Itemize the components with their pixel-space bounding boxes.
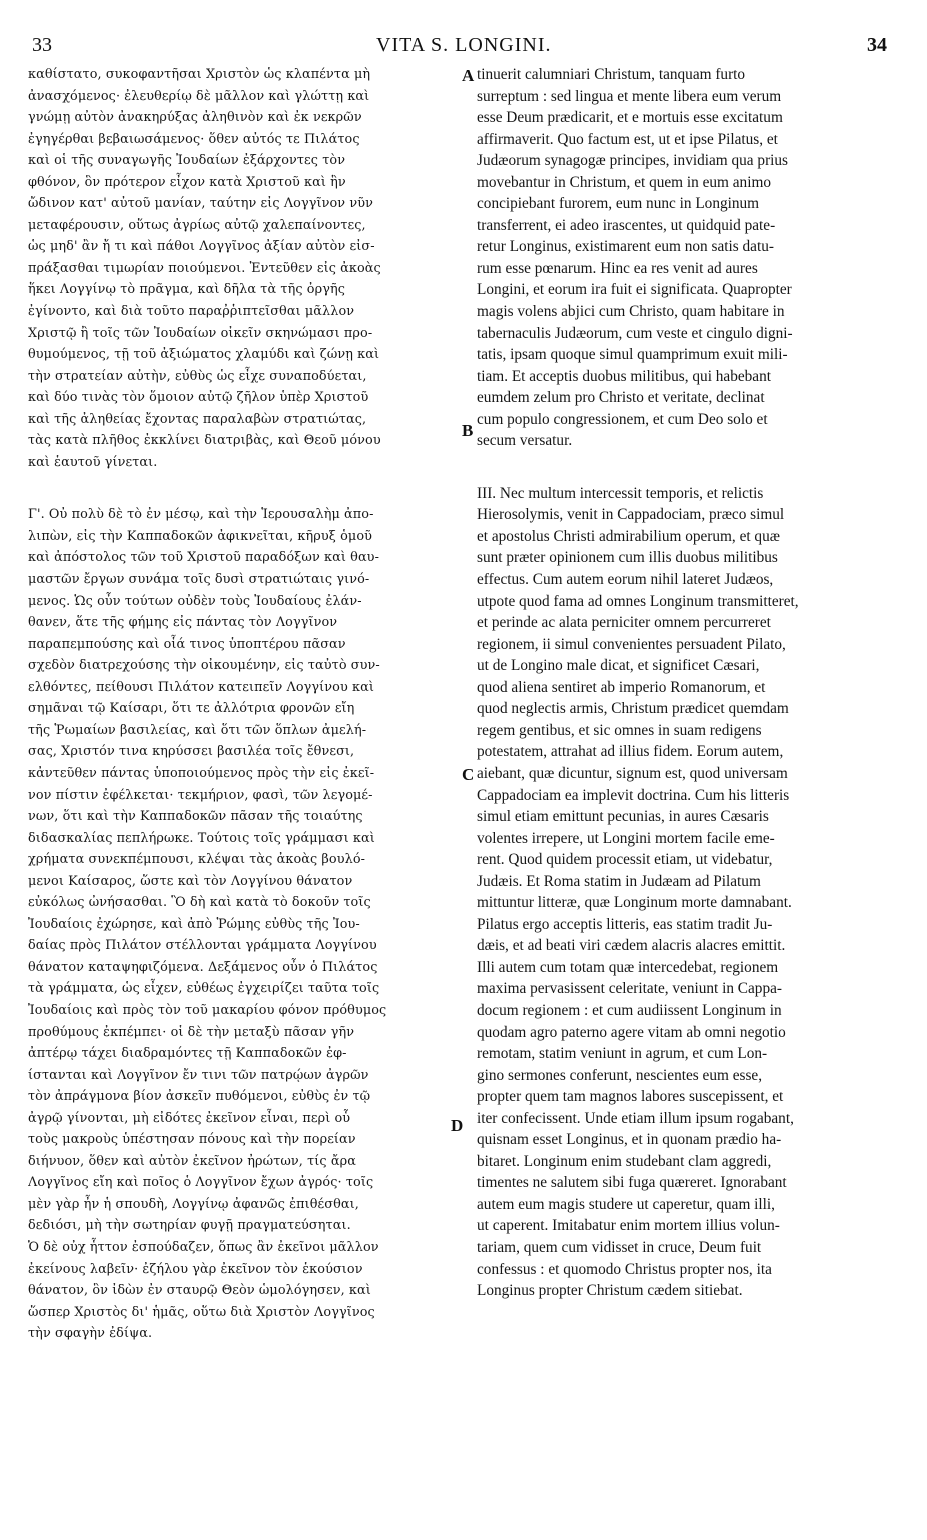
latin-p1-line: tatis, ipsam quoque simul quamprimum exuit mili- [477, 346, 788, 364]
latin-p1-line: Longini, et eorum ira fuit ei significata. Quapropter [477, 281, 792, 299]
latin-p2-line: timentes ne salutem sibi fuga quæreret. Ignorabant [477, 1174, 787, 1192]
latin-p1-line: transferrent, ei adeo irascentes, ut quidquid pate- [477, 216, 776, 234]
greek-p2-line: χρήματα συνεκπέμπουσι, κλέψαι τὰς ἀκοὰς βουλό- [28, 852, 366, 868]
margin-letter-c: C [462, 765, 475, 784]
latin-p2-line: iter confecissent. Unde etiam illum ipsum rogabant, [477, 1109, 794, 1127]
latin-p2-line: quodam agro paterno agere vitam ab omni negotio [477, 1023, 786, 1041]
latin-p2-line: quisnam esset Longinus, et in quonam prædio ha- [477, 1131, 782, 1149]
greek-p2-line: Γ'. Οὐ πολὺ δὲ τὸ ἐν μέσῳ, καὶ τὴν Ἱερουσαλὴμ ἀπο- [28, 507, 374, 523]
greek-p1-line: γνώμῃ αὐτὸν ἀνακηρύξας ἀληθινὸν καὶ ἐκ νεκρῶν [28, 110, 362, 126]
greek-p2-line: εὐκόλως ὠνήσασθαι. Ὃ δὴ καὶ κατὰ τὸ δοκοῦν τοῖς [28, 895, 371, 911]
latin-p2-line: Illi autem cum totam quæ intercedebat, regionem [477, 958, 779, 976]
greek-p1-line: καὶ ἑαυτοῦ γίνεται. [28, 454, 158, 470]
greek-p2-line: σχεδὸν διατρεχούσης τὴν οἰκουμένην, εἰς ταὐτὸ συν- [28, 658, 380, 674]
greek-p1-line: ἥκει Λογγίνῳ τὸ πρᾶγμα, καὶ δῆλα τὰ τῆς ὀργῆς [28, 282, 345, 298]
greek-p2-line: διήνυον, ὅθεν καὶ αὐτὸν ἐκεῖνον ἠρώτων, τίς ἄρα [28, 1153, 356, 1169]
margin-letter-a: A [462, 66, 475, 85]
greek-paragraph-2 [28, 504, 462, 1344]
latin-p2-line: remotam, statim veniunt in agrum, et cum Lon- [477, 1045, 768, 1063]
greek-p1-line: πράξασθαι τιμωρίαν ποιούμενοι. Ἐντεῦθεν εἰς ἀκοὰς [28, 260, 381, 276]
greek-p2-line: Ἰουδαίοις καὶ πρὸς τὸν τοῦ μακαρίου φόνον πρόθυμος [28, 1002, 387, 1018]
latin-p1-line: rum esse pœnarum. Hinc ea res venit ad aures [477, 259, 758, 277]
latin-p2-line: simul etiam emittunt pecunias, in aures Cæsaris [477, 808, 769, 826]
latin-p2-line: quod aliena sentiret ab imperio Romanorum, et [477, 678, 766, 696]
latin-p2-line: et perinde ac alata perniciter omnem percurreret [477, 614, 771, 632]
greek-p2-line: νων, ὅτι καὶ τὴν Καππαδοκῶν πᾶσαν τῆς τοιαύτης [28, 809, 363, 825]
greek-p2-line: νον πίστιν ἐφέλκεται· τεκμήριον, φασὶ, τῶν λεγομέ- [28, 787, 373, 803]
greek-p1-line: μεταφέρουσιν, οὕτως ἀγρίως αὐτῷ χαλεπαίνοντες, [28, 217, 366, 233]
latin-paragraph-1 [477, 64, 893, 452]
greek-p1-line: τὴν στρατείαν αὐτὴν, εὐθὺς ὡς εἶχε συναποδύεται, [28, 368, 367, 384]
greek-p2-line: Λογγῖνος εἴη καὶ ποῖος ὁ Λογγῖνον ἔχων ἀγρός· τοῖς [28, 1175, 374, 1191]
latin-p2-line: et apostolus Christi admirabilium operum, et quæ [477, 527, 780, 545]
latin-p1-line: eumdem zelum pro Christo et veritate, declinat [477, 389, 765, 407]
latin-p1-line: magis volens abjici cum Christo, quam habitare in [477, 303, 785, 321]
latin-p2-line: regem gentibus, et sic omnes in suam redigens [477, 721, 762, 739]
margin-letter-d: D [451, 1116, 464, 1135]
greek-p2-line: προθύμους ἐκπέμπει· οἱ δὲ τὴν μεταξὺ πᾶσαν γῆν [28, 1024, 355, 1040]
latin-p1-line: secum versatur. [477, 432, 573, 450]
right-page-number: 34 [867, 34, 887, 56]
greek-p2-line: Ὁ δὲ οὐχ ἧττον ἐσπούδαζεν, ὅπως ἂν ἐκεῖνοι μᾶλλον [28, 1239, 379, 1255]
latin-p2-line: rent. Quod quidem processit etiam, ut videbatur, [477, 851, 773, 869]
latin-p2-line: utpote quod fama ad omnes Longinum transmitteret, [477, 592, 799, 610]
greek-p2-line: τὴν σφαγὴν ἐδίψα. [28, 1326, 153, 1342]
greek-p2-line: ἐκείνους λαβεῖν· ἐζήλου γὰρ ἐκεῖνον τὸν ἑκούσιον [28, 1261, 363, 1277]
latin-p2-line: Judæis. Et Roma statim in Judæam ad Pilatum [477, 872, 761, 890]
greek-p2-line: σας, Χριστόν τινα κηρύσσει βασιλέα τοῖς ἔθνεσι, [28, 744, 355, 760]
latin-p2-line: tariam, quem cum vidisset in cruce, Deum fuit [477, 1238, 762, 1256]
greek-p1-line: ὡς μηδ' ἂν ἤ τι καὶ πάθοι Λογγῖνος ἀξίαν αὐτὸν εἰσ- [28, 239, 375, 255]
greek-p2-line: μαστῶν ἔργων συνάμα τοῖς δυσὶ στρατιώταις γινό- [28, 572, 370, 588]
greek-p2-line: τὸν ἀπράγμονα βίον ἀσκεῖν πυθόμενοι, εὐθὺς ἐν τῷ [28, 1089, 371, 1105]
greek-p1-line: καὶ δύο τινὰς τὸν ὅμοιον αὐτῷ ζῆλον ὑπὲρ Χριστοῦ [28, 390, 369, 406]
greek-p2-line: σημᾶναι τῷ Καίσαρι, ὅτι τε ἀλλότρια φρονῶν εἴη [28, 701, 355, 717]
running-title: VITA S. LONGINI. [376, 34, 552, 56]
latin-p1-line: movebantur in Christum, et quem in eum animo [477, 173, 771, 191]
greek-p2-line: μενοι Καίσαρος, ὥστε καὶ τὸν Λογγίνου θάνατον [28, 873, 353, 889]
latin-p1-line: affirmaverit. Quo factum est, ut et ipse Pilatus, et [477, 130, 778, 148]
greek-p2-line: μενος. Ὡς οὖν τούτων οὐδὲν τοὺς Ἰουδαίους ἐλάν- [28, 593, 362, 609]
margin-letter-b: B [462, 421, 474, 440]
latin-p2-line: aiebant, quæ dicuntur, signum est, quod universam [477, 764, 788, 782]
greek-p2-line: τῆς Ῥωμαίων βασιλείας, καὶ ὅτι τῶν ὅπλων ἀμελή- [28, 722, 367, 738]
latin-p1-line: tabernaculis Judæorum, cum veste et cingulo digni- [477, 324, 793, 342]
latin-p1-line: concipiebant furorem, eum nunc in Longinum [477, 195, 760, 213]
latin-p2-line: dæis, et ad beati viri cædem alacris alacres emittit. [477, 937, 786, 955]
latin-p2-line: maxima pervasissent celeritate, veniunt in Cappa- [477, 980, 782, 998]
greek-p2-line: θανεν, ἅτε τῆς φήμης εἰς πάντας τὸν Λογγῖνον [28, 615, 338, 631]
greek-p1-line: θυμούμενος, τῇ τοῦ ἀξιώματος χλαμύδι καὶ ζώνῃ καὶ [28, 347, 380, 363]
greek-p2-line: ἀπτέρῳ τάχει διαδραμόντες τῇ Καππαδοκῶν ἐφ- [28, 1046, 347, 1062]
latin-p2-line: effectus. Cum autem eorum nihil lateret Judæos, [477, 571, 774, 589]
greek-p1-line: καὶ οἱ τῆς συναγωγῆς Ἰουδαίων ἐξάρχοντες τὸν [28, 153, 346, 169]
latin-p2-line: III. Nec multum intercessit temporis, et relictis [477, 484, 764, 502]
greek-p1-line: ὤδινον κατ' αὐτοῦ μανίαν, ταύτην εἰς Λογγῖνον νῦν [28, 196, 373, 212]
greek-p2-line: θάνατον καταψηφιζόμενα. Δεξάμενος οὖν ὁ Πιλάτος [28, 959, 378, 975]
latin-p2-line: docum regionem : et cum audiissent Longinum in [477, 1001, 782, 1019]
latin-p1-line: Judæorum synagogæ principes, invidiam qua prius [477, 152, 789, 170]
greek-p2-line: καὶ ἀπόστολος τῶν τοῦ Χριστοῦ παραδόξων καὶ θαυ- [28, 550, 379, 566]
left-page-number: 33 [32, 34, 52, 56]
latin-p2-line: autem eum magis studere ut caperetur, quam illi, [477, 1195, 776, 1213]
latin-p1-line: esse Deum prædicarit, et e mortuis esse excitatum [477, 109, 783, 127]
greek-p2-line: ίστανται καὶ Λογγῖνον ἔν τινι τῶν πατρῴων ἀγρῶν [28, 1067, 369, 1083]
latin-p2-line: quod neglectis armis, Christum prædicet quemdam [477, 700, 789, 718]
latin-p1-line: cum populo congressionem, et cum Deo solo et [477, 410, 768, 428]
greek-p2-line: δεδιόσι, μὴ τὴν σωτηρίαν φυγῇ πραγματεύσηται. [28, 1218, 351, 1234]
greek-p1-line: ἐγηγέρθαι βεβαιωσάμενος· ὅθεν αὐτός τε Πιλάτος [28, 131, 360, 147]
greek-p2-line: θάνατον, ὃν ἰδὼν ἐν σταυρῷ Θεὸν ὡμολόγησεν, καὶ [28, 1283, 371, 1299]
greek-p1-line: καθίστατο, συκοφαντῆσαι Χριστὸν ὡς κλαπέντα μὴ [28, 67, 371, 82]
greek-p2-line: τοὺς μακροὺς ὑπέστησαν πόνους καὶ τὴν πορείαν [28, 1132, 356, 1148]
latin-p2-line: propter quem tam magnos labores suscepissent, et [477, 1088, 784, 1106]
greek-column [28, 64, 462, 1345]
latin-p2-line: bitaret. Longinum enim studebant clam aggredi, [477, 1152, 772, 1170]
greek-p1-line: Χριστῷ ἢ τοῖς τῶν Ἰουδαίων οἰκεῖν σκηνώμασι προ- [28, 325, 373, 341]
latin-p2-line: ut caperent. Imitabatur enim mortem illius volun- [477, 1217, 780, 1235]
latin-p2-line: Hierosolymis, venit in Cappadociam, præco simul [477, 506, 785, 524]
greek-p2-line: δαίας πρὸς Πιλάτον στέλλονται γράμματα Λογγίνου [28, 938, 377, 954]
greek-p2-line: ὥσπερ Χριστὸς δι' ἡμᾶς, οὕτω διὰ Χριστὸν Λογγῖνος [28, 1304, 375, 1320]
latin-p2-line: regionem, ii simul convenientes persuadent Pilato, [477, 635, 786, 653]
greek-p2-line: παραπεμπούσης καὶ οἷά τινος ὑποπτέρου πᾶσαν [28, 636, 346, 652]
greek-p2-line: τὰ γράμματα, ὡς εἶχεν, εὐθέως ἐγχειρίζει ταῦτα τοῖς [28, 981, 380, 997]
greek-paragraph-1 [28, 64, 462, 473]
latin-p2-line: confessus : et quomodo Christus propter nos, ita [477, 1260, 772, 1278]
greek-p2-line: διδασκαλίας πεπλήρωκε. Τούτοις τοῖς γράμμασι καὶ [28, 830, 375, 846]
latin-p2-line: Pilatus ergo acceptis litteris, eas statim tradit Ju- [477, 915, 773, 933]
latin-p2-line: Cappadociam ea implevit doctrina. Cum his litteris [477, 786, 790, 804]
greek-p2-line: Ἰουδαίοις ἐχώρησε, καὶ ἀπὸ Ῥώμης εὐθὺς τῆς Ἰου- [28, 916, 360, 932]
latin-p1-line: retur Longinus, existimarent eum non satis datu- [477, 238, 774, 256]
latin-p2-line: potestatem, attrahat ad illius fidem. Eorum autem, [477, 743, 784, 761]
latin-p1-line: surreptum : sed lingua et mente libera eum verum [477, 87, 782, 105]
latin-p2-line: volentes irrepere, ut Longini mortem facile eme- [477, 829, 775, 847]
latin-p1-line: tinuerit calumniari Christum, tanquam furto [477, 66, 746, 83]
greek-p1-line: φθόνον, ὃν πρότερον εἶχον κατὰ Χριστοῦ καὶ ἣν [28, 174, 346, 190]
greek-p2-line: κἀντεῦθεν πάντας ὑποποιούμενος πρὸς τὴν εἰς ἐκεῖ- [28, 765, 375, 781]
greek-p2-line: λιπὼν, εἰς τὴν Καππαδοκῶν ἀφικνεῖται, κῆρυξ ὁμοῦ [28, 528, 373, 544]
latin-paragraph-2 [477, 483, 893, 1302]
greek-p1-line: ἐγίνοντο, καὶ διὰ τοῦτο παραῤῥιπτεῖσθαι μᾶλλον [28, 304, 355, 320]
latin-p2-line: ut de Longino male dicat, et significet Cæsari, [477, 657, 760, 675]
greek-p1-line: τὰς κατὰ πλῆθος ἐκκλίνει διατριβὰς, καὶ Θεοῦ μόνου [28, 433, 381, 449]
latin-p2-line: Longinus propter Christum cædem sitiebat. [477, 1282, 743, 1300]
greek-p1-line: καὶ τῆς ἀληθείας ἔχοντας παραλαβὼν στρατιώτας, [28, 411, 367, 427]
latin-p1-line: tiam. Et acceptis duobus militibus, qui habebant [477, 367, 771, 385]
latin-p2-line: sunt præter opinionem cum illis duobus militibus [477, 549, 778, 567]
greek-p2-line: ελθόντες, πείθουσι Πιλάτον κατειπεῖν Λογγίνου καὶ [28, 679, 374, 695]
latin-p2-line: gino sermones conferunt, nescientes eum esse, [477, 1066, 763, 1084]
latin-p2-line: mittuntur litteræ, quæ Longinum morte damnabant. [477, 894, 792, 912]
greek-p1-line: ἀνασχόμενος· ἐλευθερίῳ δὲ μᾶλλον καὶ γλώττῃ καὶ [28, 88, 370, 104]
latin-column [477, 64, 893, 1302]
greek-p2-line: μὲν γὰρ ἦν ἡ σπουδὴ, Λογγίνῳ ἀφανῶς ἐπιθέσθαι, [28, 1196, 359, 1212]
greek-p2-line: ἀγρῷ γίνονται, μὴ εἰδότες ἐκεῖνον εἶναι, περὶ οὗ [28, 1110, 351, 1126]
